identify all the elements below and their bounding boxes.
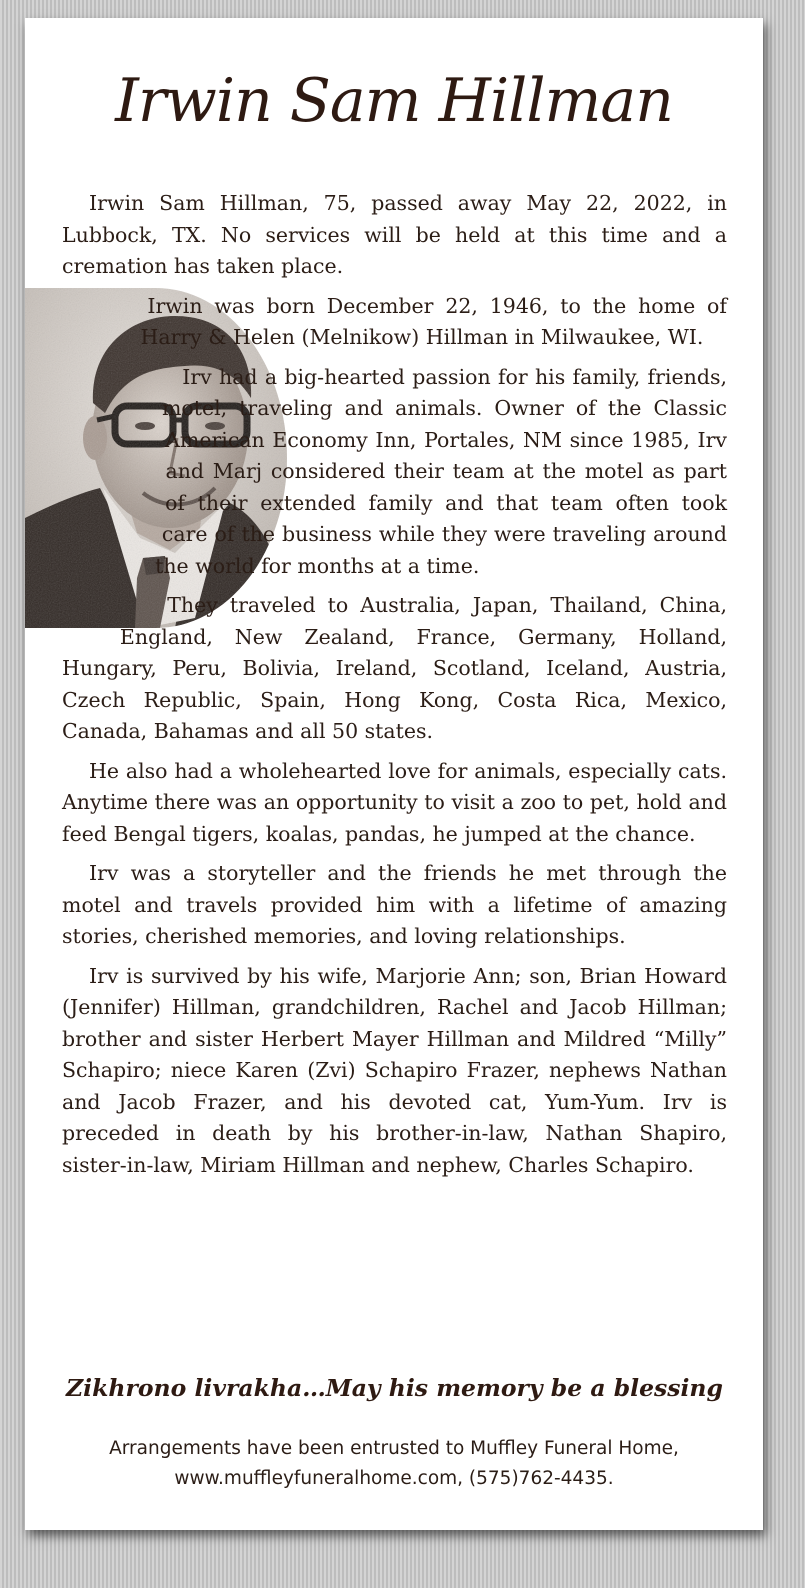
obituary-card [25, 18, 763, 1530]
paragraph-passion: Irv had a big-hearted passion for his family, friends, motel, traveling and animals. Owner of the Classic American Economy Inn, Portales, NM since 1985, Irv and Marj considered their team at the motel as part of their extended family and that team often took care of the business while they were traveling around the world for months at a time. [155, 364, 727, 578]
paragraph-survivors: Irv is survived by his wife, Marjorie Ann; son, Brian Howard (Jennifer) Hillman, grandchildren, Rachel and Jacob Hillman; brother and sister Herbert Mayer Hillman and Mildred “Milly” Schapiro; niece Karen (Zvi) Schapiro Frazer, nephews Nathan and Jacob Frazer, and his devoted cat, Yum-Yum. Irv is preceded in death by his brother-in-law, Nathan Shapiro, sister-in-law, Miriam Hillman and nephew, Charles Schapiro. [62, 963, 727, 1177]
paragraph-animals: He also had a wholehearted love for animals, especially cats. Anytime there was an opportunity to visit a zoo to pet, hold and feed Bengal tigers, koalas, pandas, he jumped at the chance. [62, 758, 727, 846]
obituary-title: Irwin Sam Hillman [115, 66, 673, 136]
paragraph-travels: They traveled to Australia, Japan, Thailand, China, England, New Zealand, France, Germany, Holland, Hungary, Peru, Bolivia, Ireland, Scotland, Iceland, Austria, Czech Republic, Spain, Hong Kong, Costa Rica, Mexico, Canada, Bahamas and all 50 states. [62, 593, 727, 743]
obituary-body [62, 188, 727, 1189]
paragraph-death-notice: Irwin Sam Hillman, 75, passed away May 22, 2022, in Lubbock, TX. No services will be held at this time and a cremation has taken place. [62, 191, 727, 278]
blessing-line: Zikhrono livrakha…May his memory be a blessing [66, 1374, 723, 1402]
paragraph-birth: Irwin was born December 22, 1946, to the home of Harry & Helen (Melnikow) Hillman in Milwaukee, WI. [140, 293, 727, 349]
paragraph-storyteller: Irv was a storyteller and the friends he met through the motel and travels provided him with a lifetime of amazing stories, cherished memories, and loving relationships. [62, 861, 727, 948]
arrangements-note [35, 1434, 753, 1494]
arrangements-line-1: Arrangements have been entrusted to Muffley Funeral Home, [109, 1438, 679, 1459]
arrangements-line-2: www.muffleyfuneralhome.com, (575)762-4435. [174, 1468, 614, 1489]
